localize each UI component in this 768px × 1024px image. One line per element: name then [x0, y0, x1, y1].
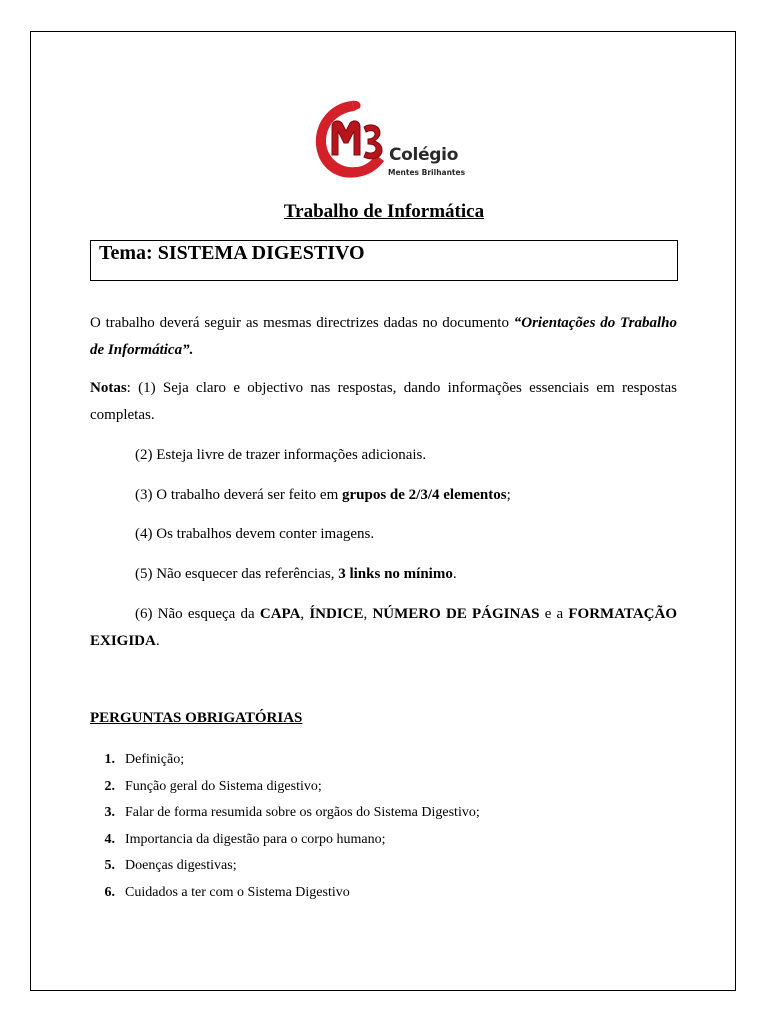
item-text: Doenças digestivas;: [125, 858, 237, 873]
intro-paragraph: [90, 310, 677, 364]
note-6-sep: ,: [300, 606, 310, 622]
school-logo: [312, 97, 466, 181]
note-5-end: .: [452, 566, 457, 582]
note-2: (2) Esteja livre de trazer informações adicionais.: [135, 447, 427, 463]
tema-box: [90, 240, 678, 281]
note-3-end: ;: [506, 487, 511, 503]
questions-list: [90, 749, 480, 908]
item-number: 1.: [104, 752, 115, 767]
list-item: [90, 882, 480, 909]
note-5-bold: 3 links no mínimo: [338, 566, 453, 582]
note-6-capa: CAPA: [259, 606, 301, 622]
note-6-indice: ÍNDICE: [309, 606, 364, 622]
item-number: 6.: [104, 884, 115, 900]
note-5: [135, 561, 457, 588]
tema-text: Tema: SISTEMA DIGESTIVO: [99, 242, 365, 264]
item-text: Importancia da digestão para o corpo humano;: [125, 831, 386, 847]
logo-name: Colégio: [389, 145, 459, 165]
note-4: (4) Os trabalhos devem conter imagens.: [135, 526, 375, 542]
list-item: [90, 829, 480, 856]
note-6-text: (6) Não esqueça da: [135, 606, 260, 622]
item-number: 2.: [104, 778, 115, 794]
notes-label: Notas: [90, 380, 127, 396]
note-6-end: .: [155, 633, 160, 649]
item-number: 3.: [104, 805, 115, 820]
note-3: [135, 482, 511, 509]
item-number: 4.: [104, 831, 115, 847]
item-text: Cuidados a ter com o Sistema Digestivo: [125, 884, 350, 900]
questions-heading: PERGUNTAS OBRIGATÓRIAS: [90, 710, 303, 726]
note-6-sep: e a: [539, 606, 569, 622]
item-text: Função geral do Sistema digestivo;: [125, 778, 322, 794]
note-6-paginas: NÚMERO DE PÁGINAS: [372, 606, 540, 622]
m3-logo-icon: [312, 97, 392, 181]
note-6-formatacao: FORMATAÇÃO EXIGIDA: [90, 606, 677, 649]
note-3-bold: grupos de 2/3/4 elementos: [342, 487, 507, 503]
note-1-text: : (1) Seja claro e objectivo nas respostas, dando informações essenciais em respostas completas.: [90, 380, 677, 423]
item-text: Falar de forma resumida sobre os orgãos do Sistema Digestivo;: [125, 805, 480, 820]
list-item: [90, 749, 480, 776]
note-6-sep: ,: [363, 606, 373, 622]
item-number: 5.: [104, 858, 115, 873]
list-item: [90, 855, 480, 882]
note-3-text: (3) O trabalho deverá ser feito em: [135, 487, 342, 503]
intro-text: O trabalho deverá seguir as mesmas directrizes dadas no documento: [90, 315, 514, 331]
item-text: Definição;: [125, 752, 185, 767]
document-title: Trabalho de Informática: [283, 201, 485, 222]
list-item: [90, 776, 480, 803]
intro-emphasis: “Orientações do Trabalho de Informática”.: [90, 315, 677, 358]
logo-tagline: Mentes Brilhantes: [388, 168, 466, 177]
list-item: [90, 802, 480, 829]
note-1: [90, 375, 677, 429]
note-5-text: (5) Não esquecer das referências,: [135, 566, 339, 582]
note-6: [90, 601, 677, 655]
